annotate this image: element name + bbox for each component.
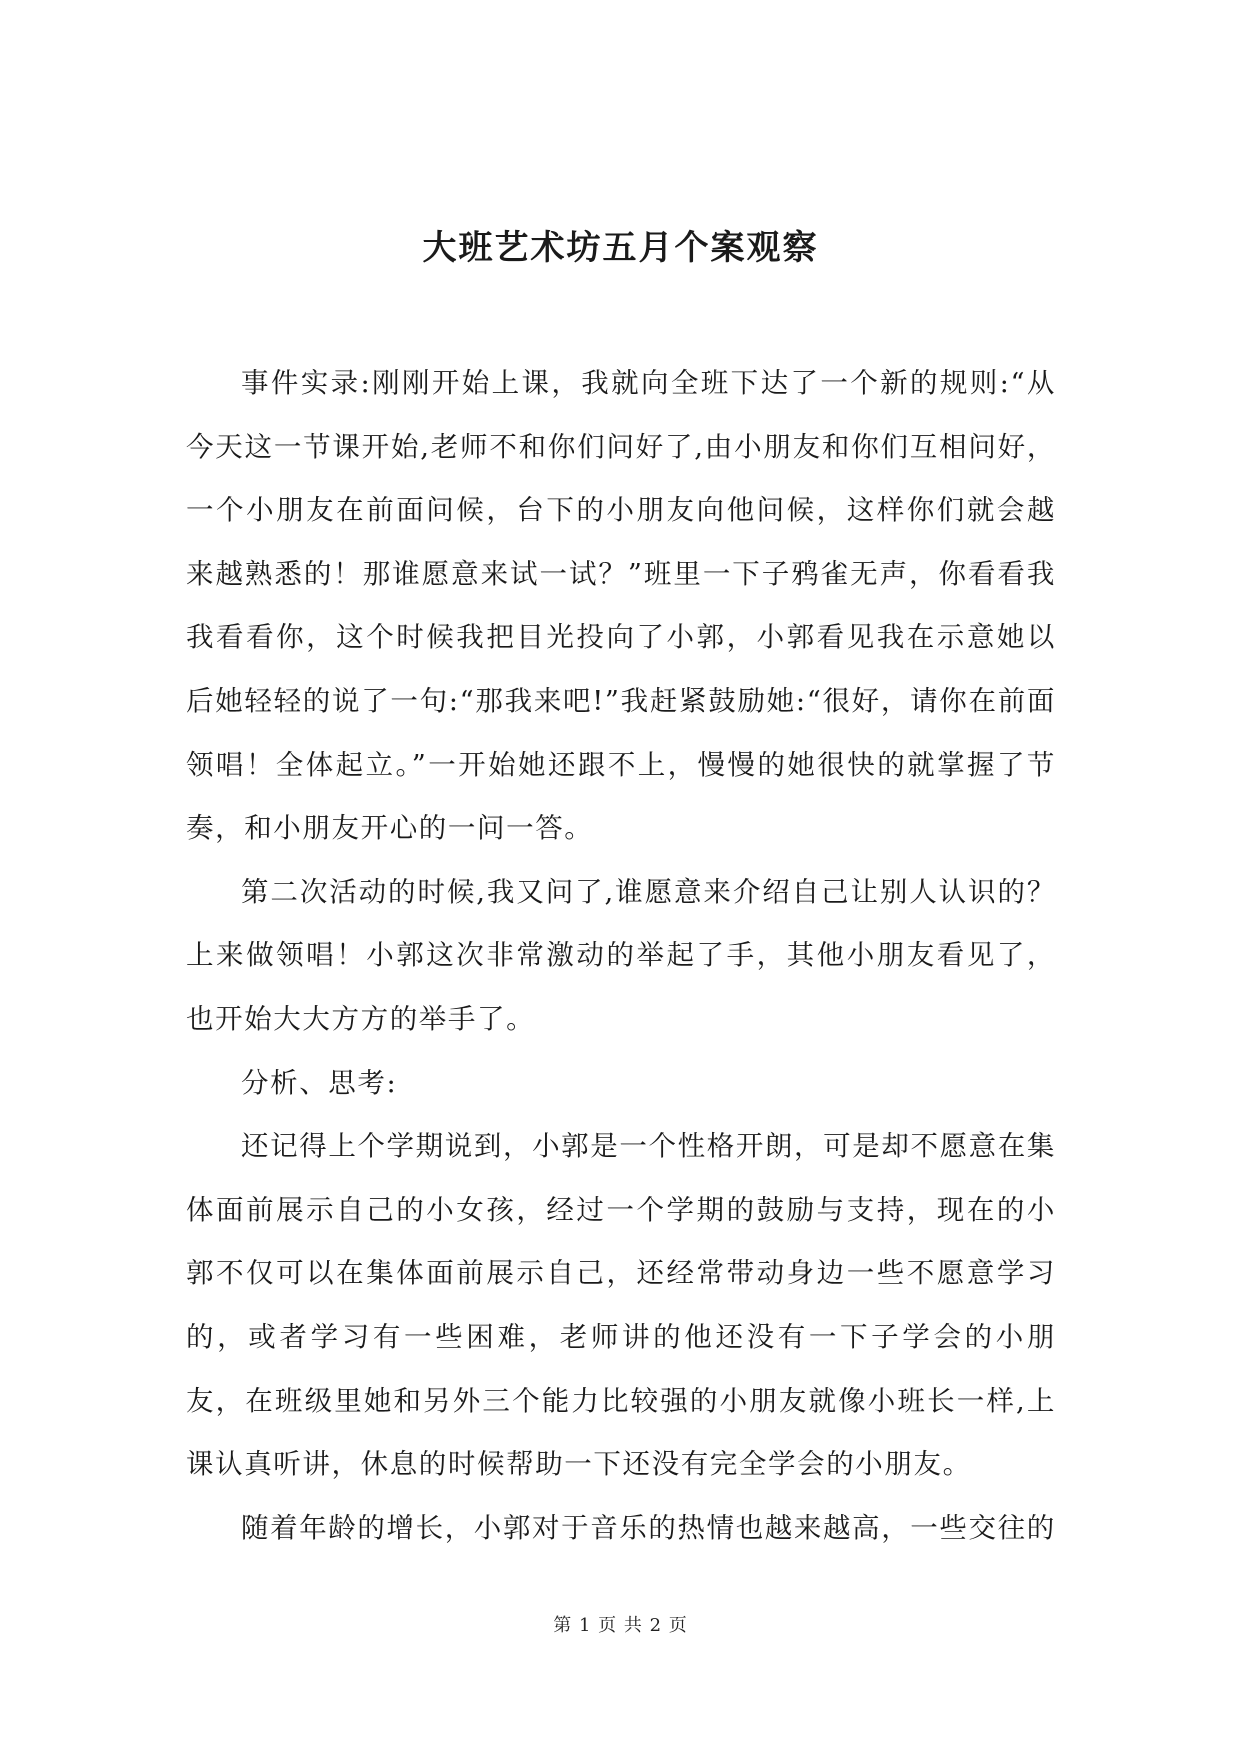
paragraph-second-activity: 第二次活动的时候,我又问了,谁愿意来介绍自己让别人认识的？上来做领唱！小郭这次非常激动的举起了手，其他小朋友看见了，也开始大大方方的举手了。 [186, 875, 1056, 1035]
footer-suffix: 页 [668, 1615, 688, 1636]
paragraph-event-record: 事件实录:刚刚开始上课，我就向全班下达了一个新的规则:“从今天这一节课开始,老师不和你们问好了,由小朋友和你们互相问好，一个小朋友在前面问候，台下的小朋友向他问候，这样你们就会越来越熟悉的！那谁愿意来试一试？”班里一下子鸦雀无声，你看看我我看看你，这个时候我把目光投向了小郭，小郭看见我在示意她以后她轻轻的说了一句:“那我来吧!”我赶紧鼓励她:“很好，请你在前面领唱！全体起立。”一开始她还跟不上，慢慢的她很快的就掌握了节奏，和小朋友开心的一问一答。 [186, 367, 1056, 845]
paragraph-continuation: 随着年龄的增长，小郭对于音乐的热情也越来越高，一些交往的 [241, 1511, 1056, 1544]
paragraph-analysis: 还记得上个学期说到，小郭是一个性格开朗，可是却不愿意在集体面前展示自己的小女孩，经过一个学期的鼓励与支持，现在的小郭不仅可以在集体面前展示自己，还经常带动身边一些不愿意学习的，或者学习有一些困难，老师讲的他还没有一下子学会的小朋友，在班级里她和另外三个能力比较强的小朋友就像小班长一样,上课认真听讲，休息的时候帮助一下还没有完全学会的小朋友。 [186, 1130, 1056, 1481]
paragraph-analysis-heading: 分析、思考: [241, 1066, 398, 1099]
document-body [186, 352, 1056, 1560]
footer-prefix: 第 [553, 1615, 573, 1636]
document-title: 大班艺术坊五月个案观察 [422, 228, 819, 268]
footer-total-pages: 2 [649, 1615, 663, 1636]
footer-middle: 页 共 [598, 1615, 643, 1636]
footer-current-page: 1 [578, 1615, 592, 1636]
page-number-footer [0, 1614, 1241, 1638]
